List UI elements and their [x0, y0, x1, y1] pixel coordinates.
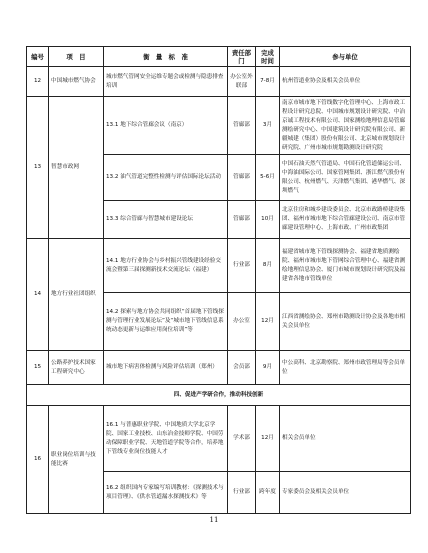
- row-number: 12: [27, 67, 49, 97]
- dept-cell: 管廊部: [228, 97, 256, 155]
- section-header-row: [27, 385, 411, 406]
- dept-cell: 会员部: [228, 351, 256, 385]
- units-cell: 杭州管道业协会及相关会员单位: [280, 67, 411, 97]
- dept-cell: 管廊部: [228, 201, 256, 239]
- time-cell: 3月: [256, 97, 280, 155]
- units-cell: 南京市城市地下管线数字化管理中心、上海市政工程设计研究总院、中国城市规划设计研究院、中冶京诚工程技术有限公司、国家测绘地理信息局管廊测绘研究中心、中国建筑设计研究院有限公司、新疆城建（集团）股份有限公司、北京城市规划设计研究院、广州市城市规划勘测设计研究院: [280, 97, 411, 155]
- units-cell: 江西省测绘协会、郑州市勘测设计协会及各地市相关会员单位: [280, 293, 411, 351]
- row-number: 13: [27, 97, 49, 239]
- table-header-row: [27, 47, 411, 67]
- row-number: 16: [27, 406, 49, 514]
- table-row: [27, 97, 411, 155]
- time-cell: 12月: [256, 406, 280, 472]
- units-cell: 相关会员单位: [280, 406, 411, 472]
- table-row: [27, 351, 411, 385]
- row-number: 14: [27, 239, 49, 351]
- header-no: 编号: [27, 47, 49, 67]
- standard-cell: 城市燃气管网安全运维专题会或检测与隐患排查培训: [104, 67, 228, 97]
- row-number: 15: [27, 351, 49, 385]
- units-cell: 中国石油天然气管道局、中国石化管道储运公司、中海油国际公司、国家管网集团、浙江燃气股份有限公司、杭州燃气、天津燃气集团、港华燃气、深圳燃气: [280, 155, 411, 201]
- time-cell: 12月: [256, 293, 280, 351]
- dept-cell: 办公室: [228, 293, 256, 351]
- standard-cell: 16.1 与普惠职业学院、中国地质大学北京学院、国家工业技校、山东冶金技师学院、中国劳动保障职业学院、天地管道学院等合作，培养地下管线专业岗位技能人才: [104, 406, 228, 472]
- section-title: 四、促进产学研合作，推动科技创新: [27, 385, 411, 406]
- time-cell: 9月: [256, 351, 280, 385]
- project-name: 职业岗位培训与技能比赛: [49, 406, 104, 514]
- standard-cell: 城市地下病害体检测与风险评估培训（郑州）: [104, 351, 228, 385]
- time-cell: 10月: [256, 201, 280, 239]
- units-cell: 中公高科、北京勘察院、郑州市政管理局等会员单位: [280, 351, 411, 385]
- units-cell: 北京住房和城乡建设委员会、北京市政路桥建设集团、福州市城市地下综合管廊建设公司、南京市管廊建设管理中心、上海市政、广州市政集团: [280, 201, 411, 239]
- project-name: 智慧市政网: [49, 97, 104, 239]
- header-dept: 责任部门: [228, 47, 256, 67]
- dept-cell: 办公室外联部: [228, 67, 256, 97]
- dept-cell: 学术部: [228, 406, 256, 472]
- time-cell: 7-8月: [256, 67, 280, 97]
- units-cell: 福建省城市地下管线探测协会、福建省地质测绘院、福州市城市地下管网综合管理中心、福建省测绘地理信息协会、厦门市城市规划设计研究院及福建省各地市管线单位: [280, 239, 411, 293]
- project-name: 公路养护技术国家工程研究中心: [49, 351, 104, 385]
- project-name: 中国城市燃气协会: [49, 67, 104, 97]
- table-row: [27, 239, 411, 293]
- project-name: 地方行业社团组织: [49, 239, 104, 351]
- time-cell: 8月: [256, 239, 280, 293]
- page-number: 11: [209, 516, 219, 524]
- header-project: 项 目: [49, 47, 104, 67]
- work-plan-table: [26, 46, 411, 514]
- dept-cell: 管廊部: [228, 155, 256, 201]
- table-row: [27, 406, 411, 472]
- units-cell: 专家委员会及相关会员单位: [280, 472, 411, 514]
- standard-cell: 14.2 探索与地方协会共同组织“首届地下管线探测与管理行业发展论坛”及“城市地下管线信息系统动态更新与运维应用岗位培训”等: [104, 293, 228, 351]
- time-cell: 跨年度: [256, 472, 280, 514]
- standard-cell: 13.3 综合管廊与智慧城市建设论坛: [104, 201, 228, 239]
- header-units: 参与单位: [280, 47, 411, 67]
- standard-cell: 13.2 油气管道完整性检测与评估国际论坛活动: [104, 155, 228, 201]
- standard-cell: 13.1 地下综合管廊会议（南京）: [104, 97, 228, 155]
- time-cell: 5-6月: [256, 155, 280, 201]
- table-row: [27, 67, 411, 97]
- header-standard: 衡 量 标 准: [104, 47, 228, 67]
- dept-cell: 行业部: [228, 239, 256, 293]
- standard-cell: 16.2 组织国内专家编写培训教材：《探测技术与项目管理》、《供水管道漏水探测技术》等: [104, 472, 228, 514]
- header-time: 完成时间: [256, 47, 280, 67]
- dept-cell: 行业部: [228, 472, 256, 514]
- standard-cell: 14.1 地方行业协会与乡村振兴管线建设经验交流会暨第三届探测新技术交流论坛（福建）: [104, 239, 228, 293]
